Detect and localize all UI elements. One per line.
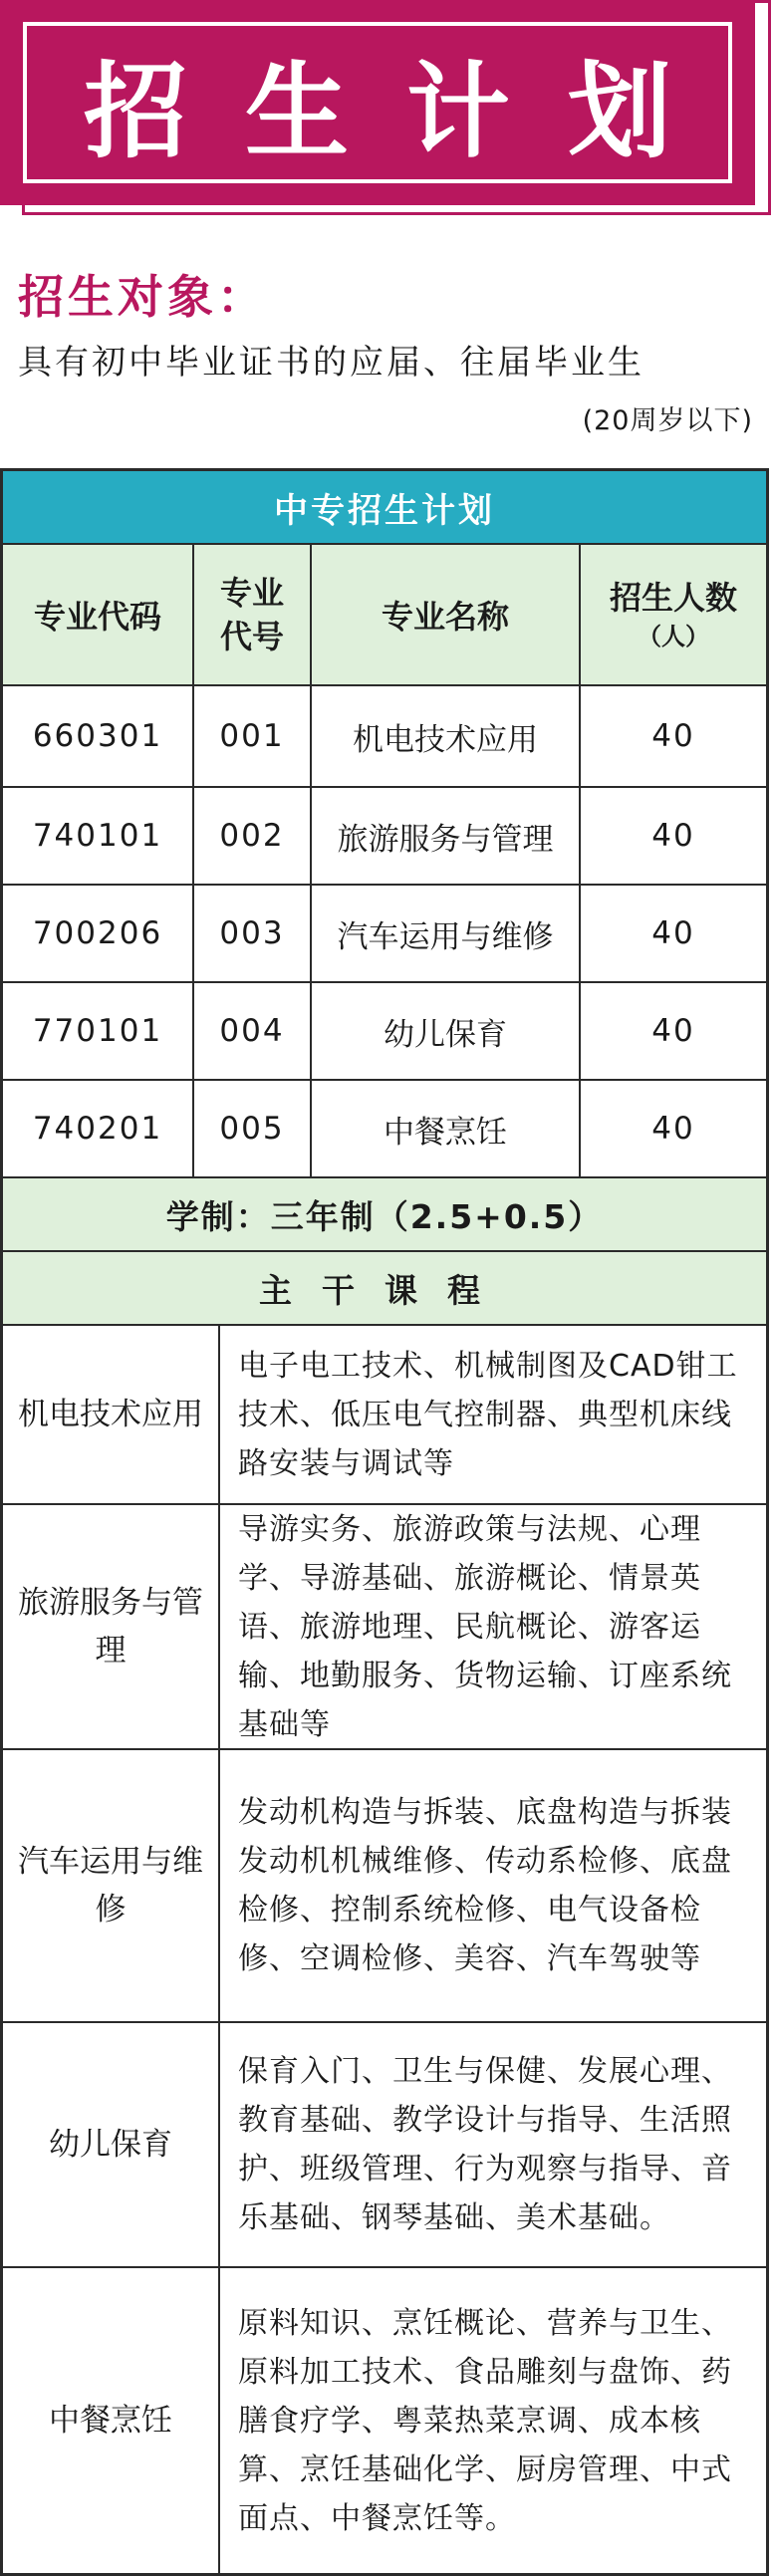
banner [0, 0, 755, 205]
major-name: 中餐烹饪 [312, 1081, 581, 1176]
major-number: 004 [194, 983, 312, 1079]
major-name: 旅游服务与管理 [312, 788, 581, 884]
enrollment-table [0, 468, 769, 2576]
header-code: 专业代码 [3, 545, 194, 684]
header-count-unit: （人） [637, 623, 709, 650]
major-name: 幼儿保育 [312, 983, 581, 1079]
course-list: 原料知识、烹饪概论、营养与卫生、原料加工技术、食品雕刻与盘饰、药膳食疗学、粤菜热菜烹调、成本核算、烹饪基础化学、厨房管理、中式面点、中餐烹饪等。 [238, 2305, 732, 2536]
target-heading: 招生对象： [18, 270, 267, 324]
courses-title: 主干课程 [3, 1252, 766, 1326]
table-row [3, 886, 766, 983]
banner-area [0, 0, 773, 224]
header-number [194, 545, 312, 684]
header-count-label: 招生人数 [609, 579, 737, 617]
course-major-name: 机电技术应用 [3, 1326, 220, 1503]
course-major-name: 幼儿保育 [3, 2023, 220, 2266]
major-name: 汽车运用与维修 [312, 886, 581, 981]
header-number-line1: 专业 [219, 574, 284, 612]
header-name: 专业名称 [312, 545, 581, 684]
course-list: 保育入门、卫生与保健、发展心理、教育基础、教学设计与指导、生活照护、班级管理、行为观察与指导、音乐基础、钢琴基础、美术基础。 [238, 2054, 732, 2235]
course-list: 发动机构造与拆装、底盘构造与拆装发动机机械维修、传动系检修、底盘检修、控制系统检修、电气设备检修、空调检修、美容、汽车驾驶等 [238, 1795, 732, 1976]
major-code: 700206 [3, 886, 194, 981]
course-row [3, 1326, 766, 1505]
course-row [3, 2023, 766, 2268]
banner-title: 招生计划 [83, 50, 729, 172]
enrollment-count: 40 [651, 718, 695, 754]
table-row [3, 1081, 766, 1178]
banner-frame [23, 22, 732, 183]
major-code: 660301 [3, 686, 194, 786]
duration-band: 学制：三年制（2.5+0.5） [3, 1178, 766, 1252]
course-list: 导游实务、旅游政策与法规、心理学、导游基础、旅游概论、情景英语、旅游地理、民航概论、游客运输、地勤服务、货物运输、订座系统基础等 [238, 1511, 732, 1742]
major-number: 005 [194, 1081, 312, 1176]
major-code: 740201 [3, 1081, 194, 1176]
enrollment-count: 40 [651, 818, 695, 854]
enrollment-count: 40 [651, 1111, 695, 1147]
major-number: 002 [194, 788, 312, 884]
major-number: 001 [194, 686, 312, 786]
table-row [3, 983, 766, 1081]
course-row [3, 1505, 766, 1750]
course-list: 电子电工技术、机械制图及CAD钳工技术、低压电气控制器、典型机床线路安装与调试等 [238, 1348, 738, 1481]
target-description: 具有初中毕业证书的应届、往届毕业生 [18, 343, 644, 383]
course-row [3, 1750, 766, 2023]
header-number-line2: 代号 [219, 618, 284, 655]
course-major-name: 中餐烹饪 [3, 2268, 220, 2573]
header-count [581, 545, 766, 684]
enrollment-count: 40 [651, 1013, 695, 1049]
target-age-note: (20周岁以下) [582, 405, 753, 436]
major-number: 003 [194, 886, 312, 981]
table-row [3, 788, 766, 886]
major-code: 740101 [3, 788, 194, 884]
major-code: 770101 [3, 983, 194, 1079]
table-row [3, 686, 766, 788]
plan-title: 中专招生计划 [3, 471, 766, 545]
course-major-name: 汽车运用与维修 [3, 1750, 220, 2021]
table-header-row [3, 545, 766, 686]
enrollment-count: 40 [651, 915, 695, 951]
major-name: 机电技术应用 [312, 686, 581, 786]
course-major-name: 旅游服务与管理 [3, 1505, 220, 1748]
course-row [3, 2268, 766, 2573]
